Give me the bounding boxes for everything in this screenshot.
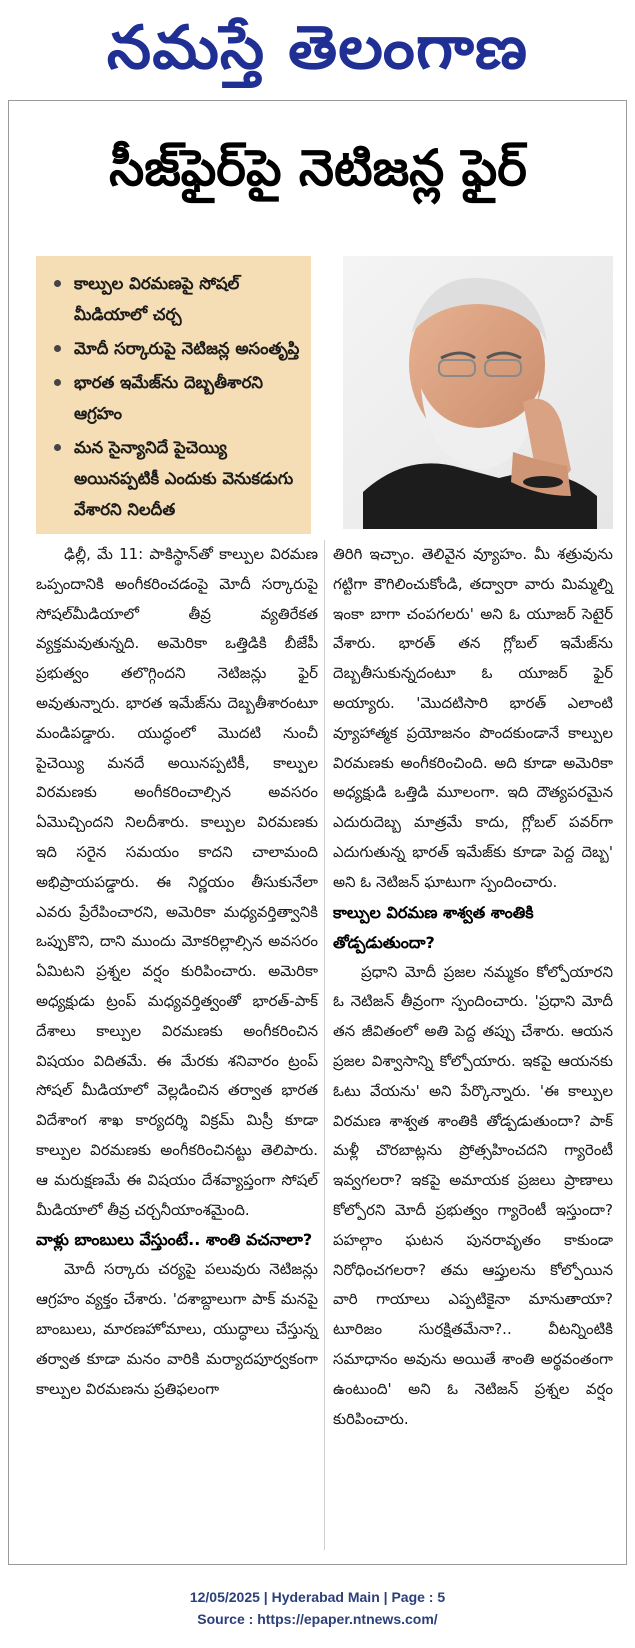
bullet-icon: [54, 280, 61, 287]
highlight-text: మన సైన్యానిదే పైచెయ్యి అయినప్పటికీ ఎందుకు వెనుకడుగు వేశారని నిలదీత: [74, 438, 294, 519]
highlight-item: [50, 333, 301, 364]
highlight-text: కాల్పుల విరమణపై సోషల్ మీడియాలో చర్చ: [74, 274, 240, 324]
subheading: కాల్పుల విరమణ శాశ్వత శాంతికి తోడ్పడుతుందా?: [333, 902, 534, 952]
highlight-text: మోదీ సర్కారుపై నెటిజన్ల అసంతృప్తి: [74, 339, 300, 358]
body-paragraph: ప్రధాని మోదీ ప్రజల నమ్మకం కోల్పోయారని ఓ నెటిజన్ తీవ్రంగా స్పందించారు. 'ప్రధాని మోదీ తన జీవితంలో అతి పెద్ద తప్పు చేశారు. ఆయన ప్రజల విశ్వాసాన్ని కోల్పోయారు. ఇకపై ఆయనకు ఓటు వేయను' అని పేర్కొన్నారు. 'ఈ కాల్పుల విరమణ శాశ్వత శాంతికి తోడ్పడుతుందా? పాక్ మళ్లీ చొరబాట్లను ప్రోత్సహించదని గ్యారెంటీ ఇవ్వగలరా? ఇకపై అమాయక ప్రజలు ప్రాణాలు కోల్పోరని మోదీ ప్రభుత్వం గ్యారెంటీ ఇస్తుందా? పహల్గాం ఘటన పునరావృతం కాకుండా నిరోధించగలరా? తమ ఆప్తులను కోల్పోయిన వారి గాయాలు ఎప్పటికైనా మానుతాయా? టూరిజం సురక్షితమేనా?.. వీటన్నింటికి సమాధానం అవును అయితే శాంతి అర్థవంతంగా ఉంటుంది' అని ఓ నెటిజన్ ప్రశ్నల వర్షం కురిపించారు.: [333, 962, 613, 1428]
bullet-icon: [54, 345, 61, 352]
highlight-item: [50, 268, 301, 330]
highlight-item: [50, 367, 301, 429]
portrait-image: [343, 256, 613, 529]
highlight-text: భారత ఇమేజ్‌ను దెబ్బతీశారని ఆగ్రహం: [74, 373, 263, 423]
highlights-box: [36, 256, 311, 534]
newspaper-title: నమస్తే తెలంగాణ: [106, 13, 529, 83]
source-link[interactable]: Source : https://epaper.ntnews.com/: [197, 1611, 438, 1627]
body-paragraph: ఢిల్లీ, మే 11: పాకిస్థాన్‌తో కాల్పుల విరమణ ఒప్పందానికి అంగీకరించడంపై మోదీ సర్కారుపై సోషల్‌మీడియాలో తీవ్ర వ్యతిరేకత వ్యక్తమవుతున్నది. అమెరికా ఒత్తిడికి బీజేపీ ప్రభుత్వం తలొగ్గిందని నెటిజన్లు ఫైర్ అవుతున్నారు. భారత ఇమేజ్‌ను దెబ్బతీశారంటూ మండిపడ్డారు. యుద్ధంలో మొదటి నుంచీ పైచెయ్యి మనదే అయినప్పటికీ, కాల్పుల విరమణకు అంగీకరించాల్సిన అవసరం ఏమొచ్చిందని నిలదీశారు. కాల్పుల విరమణకు ఇది సరైన సమయం కాదని చాలామంది అభిప్రాయపడ్డారు. ఈ నిర్ణయం తీసుకునేలా ఎవరు ప్రేరేపించారని, అమెరికా మధ్యవర్తిత్వానికి ఒప్పుకొని, దాని ముందు మోకరిల్లాల్సిన అవసరం ఏమిటని ప్రశ్నల వర్షం కురిపించారు. అమెరికా అధ్యక్షుడు ట్రంప్ మధ్యవర్తిత్వంతో భారత్-పాక్ దేశాలు కాల్పుల విరమణకు అంగీకరించిన విషయం విదితమే. ఈ మేరకు శనివారం ట్రంప్ సోషల్ మీడియాలో వెల్లడించిన తర్వాత భారత విదేశాంగ శాఖ కార్యదర్శి విక్రమ్ మిస్రీ కూడా కాల్పుల విరమణకు అంగీకరించినట్టు తెలిపారు. ఆ మరుక్షణమే ఈ విషయం దేశవ్యాప్తంగా సోషల్ మీడియాలో తీవ్ర చర్చనీయాంశమైంది.: [36, 545, 318, 1219]
bullet-icon: [54, 444, 61, 451]
article-photo: [343, 256, 613, 529]
page-footer: [0, 1586, 635, 1630]
highlights-list: [50, 268, 301, 525]
edition-info: 12/05/2025 | Hyderabad Main | Page : 5: [189, 1589, 446, 1605]
article-column-right: [333, 540, 613, 1434]
masthead: [0, 0, 635, 98]
subheading: వాళ్లు బాంబులు వేస్తుంటే.. శాంతి వచనాలా?: [36, 1230, 313, 1250]
article-headline: సీజ్‌ఫైర్‌పై నెటిజన్ల ఫైర్: [109, 138, 527, 197]
body-paragraph: తిరిగి ఇచ్చాం. తెలివైన వ్యూహం. మీ శత్రువును గట్టిగా కౌగిలించుకోండి, తద్వారా వారు మిమ్మల్ని ఇంకా బాగా చంపగలరు' అని ఓ యూజర్ సెటైర్ వేశారు. భారత్ తన గ్లోబల్ ఇమేజ్‌ను దెబ్బతీసుకున్నదంటూ ఓ యూజర్ ఫైర్ అయ్యారు. 'మొదటిసారి భారత్ ఎలాంటి వ్యూహాత్మక ప్రయోజనం పొందకుండానే కాల్పుల విరమణకు అంగీకరించింది. అది కూడా అమెరికా అధ్యక్షుడి ఒత్తిడి మూలంగా. ఇది దౌత్యపరమైన ఎదురుదెబ్బ మాత్రమే కాదు, గ్లోబల్ పవర్‌గా ఎదుగుతున్న భారత్ ఇమేజ్‌కు కూడా పెద్ద దెబ్బ' అని ఓ నెటిజన్ ఘాటుగా స్పందించారు.: [333, 545, 613, 891]
column-divider: [324, 540, 325, 1550]
bullet-icon: [54, 379, 61, 386]
body-paragraph: మోదీ సర్కారు చర్యపై పలువురు నెటిజన్లు ఆగ్రహం వ్యక్తం చేశారు. 'దశాబ్దాలుగా పాక్ మనపై బాంబులు, మారణహోమాలు, యుద్ధాలు చేస్తున్న తర్వాత కూడా మనం వారికి మర్యాదపూర్వకంగా కాల్పుల విరమణను ప్రతిఫలంగా: [36, 1260, 318, 1398]
article-column-left: [36, 540, 318, 1404]
highlight-item: [50, 432, 301, 525]
